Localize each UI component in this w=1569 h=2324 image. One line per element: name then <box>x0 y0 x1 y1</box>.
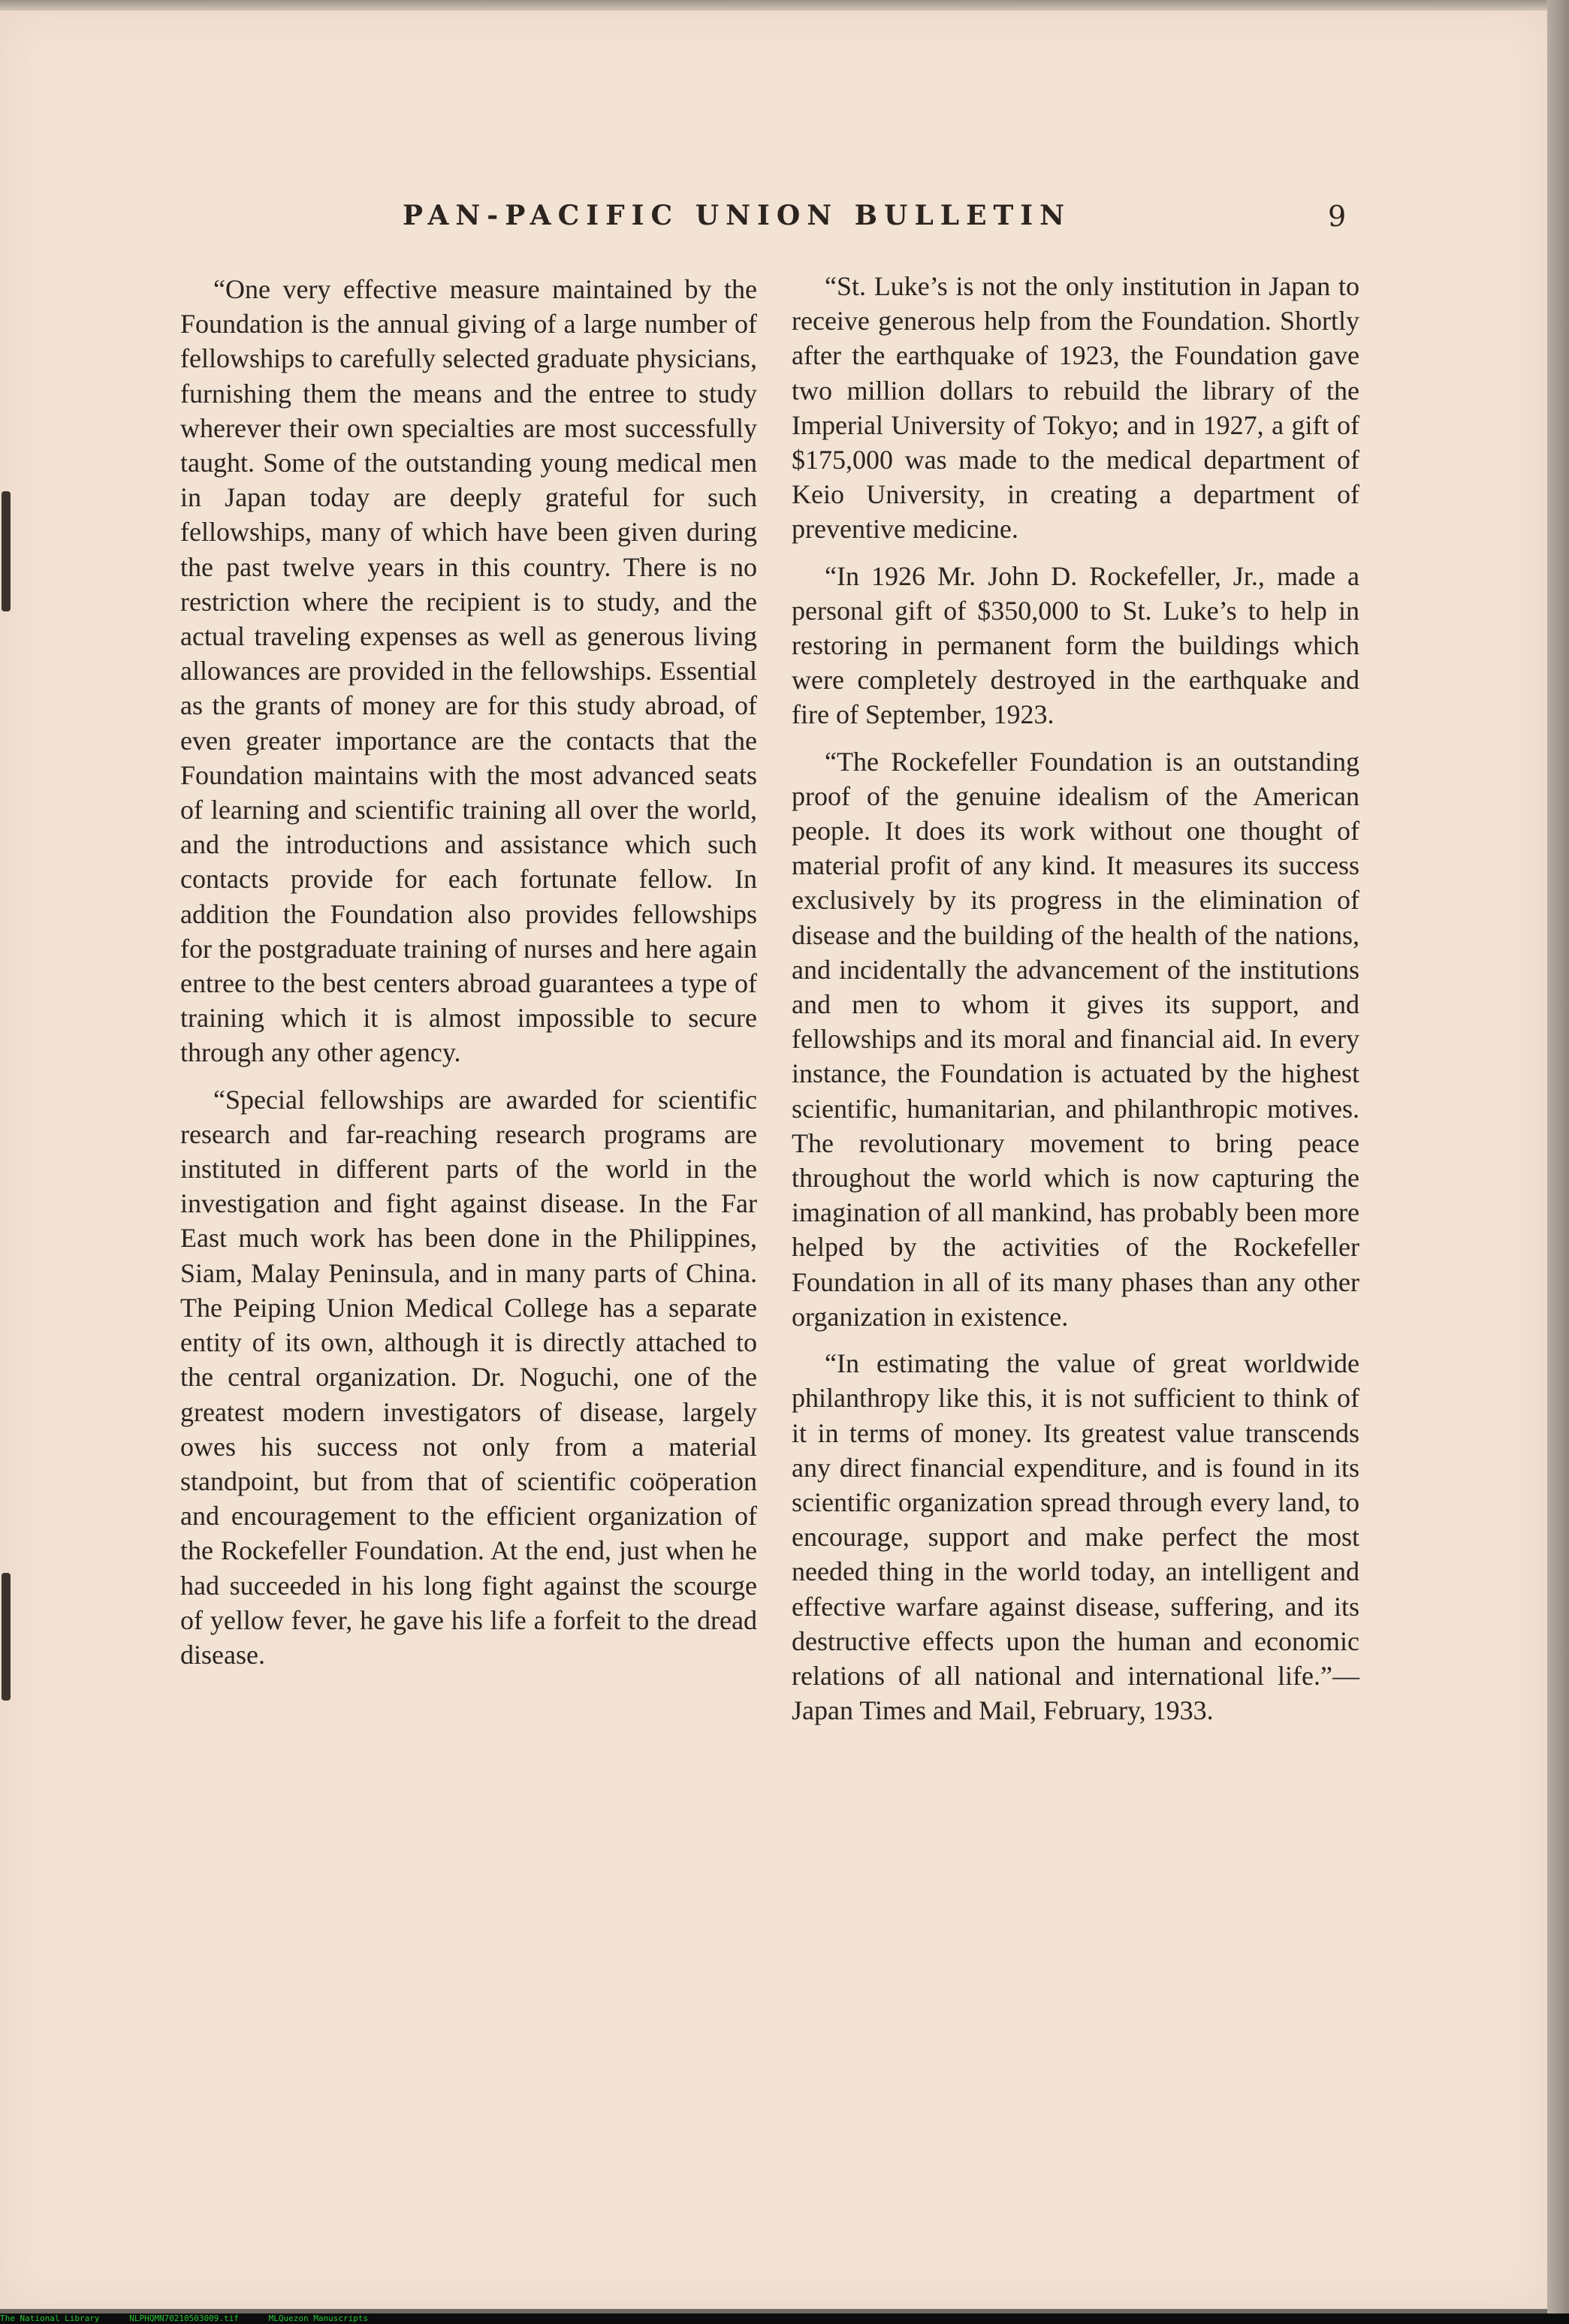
binding-mark <box>2 491 11 611</box>
paragraph: “One very effective measure maintained by the Foundation is the annual giving of a large number of fellowships to carefully selected graduate physicians, furnishing them the means and the entree to study wherever their own specialties are most successfully taught. Some of the outstanding young medical men in Japan today are deeply grateful for such fellowships, many of which have been given during the past twelve years in this country. There is no restriction where the recipient is to study, and the actual traveling expenses as well as generous living allowances are provided in the fellowships. Essential as the grants of money are for this study abroad, of even greater importance are the contacts that the Foundation maintains with the most advanced seats of learning and scientific training all over the world, and the introductions and assistance which such contacts provide for each fortunate fellow. In addition the Foundation also provides fellowships for the postgraduate training of nurses and here again entree to the best centers abroad guarantees a type of training which it is almost impossible to secure through any other agency. <box>180 274 757 1068</box>
footer-file-id: NLPHQMN70210503009.tif <box>129 2313 239 2323</box>
page-number: 9 <box>1328 200 1347 233</box>
binding-mark <box>2 1573 11 1701</box>
paragraph: “In estimating the value of great worldwide philanthropy like this, it is not sufficient to think of it in terms of money. Its greatest value transcends any direct financial expenditure, and is found in its scientific organization spread through every land, to encourage, support and make perfect the most needed thing in the world today, an intelligent and effective warfare against disease, suffering, and its destructive effects upon the human and economic relations of all national and international life.”—Japan Times and Mail, February, 1933. <box>792 1348 1359 1726</box>
scan-right-edge <box>1547 0 1569 2324</box>
footer-library: The National Library <box>0 2313 100 2323</box>
paragraph: “St. Luke’s is not the only institution in Japan to receive generous help from the Foundation. Shortly after the earthquake of 1923, the Foundation gave two million dollars to rebuild the library of the Imperial University of Tokyo; and in 1927, a gift of $175,000 was made to the medical department of Keio University, in creating a department of preventive medicine. <box>792 271 1359 545</box>
paragraph: “In 1926 Mr. John D. Rockefeller, Jr., made a personal gift of $350,000 to St. Luke’s to help in restoring in permanent form the buildings which were completely destroyed in the earthquake and fire of September, 1923. <box>792 560 1359 730</box>
document-page <box>0 11 1547 2309</box>
running-title: PAN-PACIFIC UNION BULLETIN <box>403 200 1072 231</box>
footer-collection: MLQuezon Manuscripts <box>268 2313 369 2323</box>
right-column <box>792 269 1359 1740</box>
paragraph: “Special fellowships are awarded for scientific research and far-reaching research programs are instituted in different parts of the world in the investigation and fight against disease. In the Far East much work has been done in the Philippines, Siam, Malay Peninsula, and in many parts of China. The Peiping Union Medical College has a separate entity of its own, although it is directly attached to the central organization. Dr. Noguchi, one of the greatest modern investigators of disease, largely owes his success not only from a material standpoint, but from that of scientific coöperation and encouragement to the efficient organization of the Rockefeller Foundation. At the end, just when he had succeeded in his long fight against the scourge of yellow fever, he gave his life a forfeit to the dread disease. <box>180 1084 757 1670</box>
left-column <box>180 272 757 1684</box>
scan-footer <box>0 2313 1569 2324</box>
paragraph: “The Rockefeller Foundation is an outstanding proof of the genuine idealism of the American people. It does its work without one thought of material profit of any kind. It measures its success exclusively by its progress in the elimination of disease and the building of the health of the nations, and incidentally the advancement of the institutions and men to whom it gives its support, and fellowships and its moral and financial aid. In every instance, the Foundation is actuated by the highest scientific, humanitarian, and philanthropic motives. The revolutionary movement to bring peace throughout the world which is now capturing the imagination of all mankind, has probably been more helped by the activities of the Rockefeller Foundation in all of its many phases than any other organization in existence. <box>792 746 1359 1332</box>
page-header <box>0 200 1547 245</box>
